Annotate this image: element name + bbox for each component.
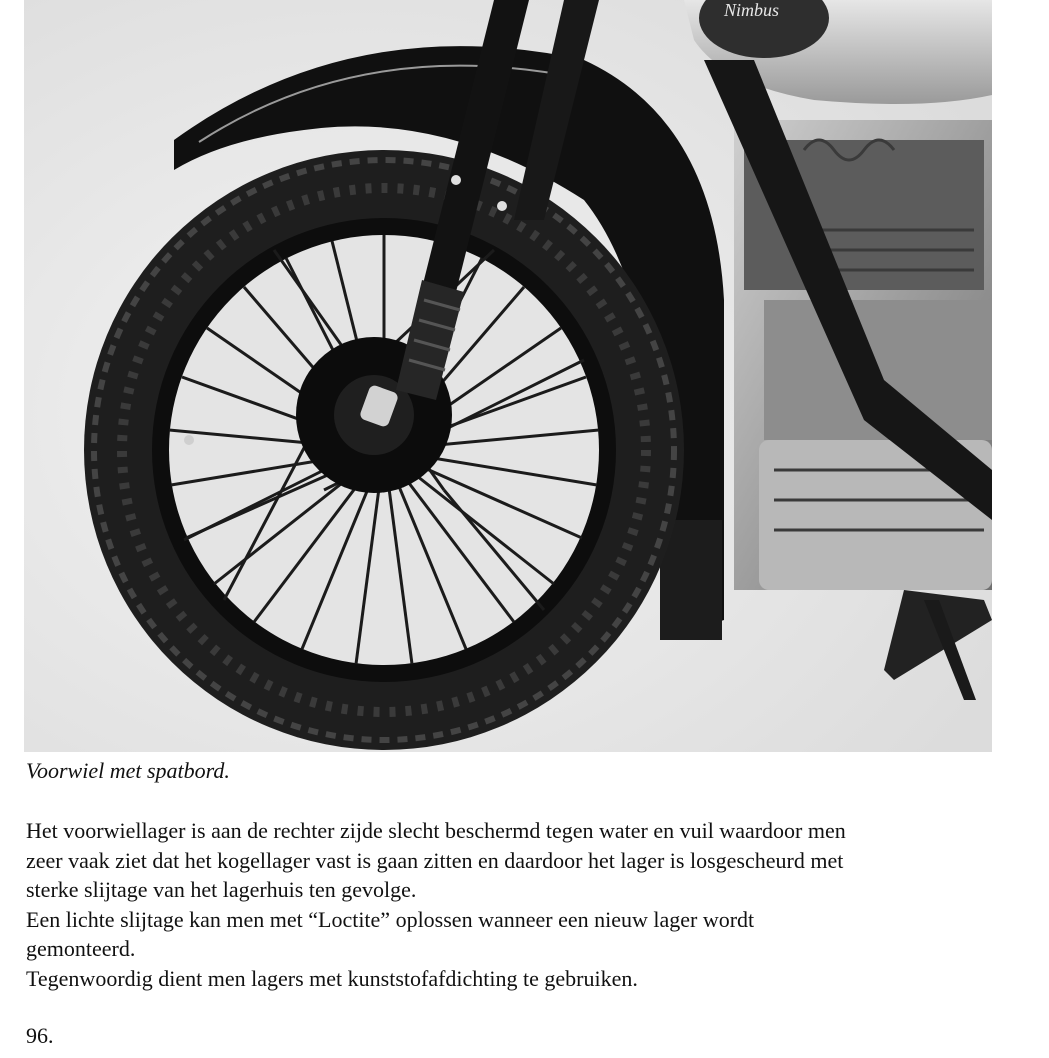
- body-paragraph: [26, 816, 1036, 994]
- paragraph-line: Een lichte slijtage kan men met “Loctite” oplossen wanneer een nieuw lager wordt: [26, 906, 755, 932]
- paragraph-line: gemonteerd.: [26, 936, 136, 962]
- paragraph-line: sterke slijtage van het lagerhuis ten gevolge.: [26, 877, 417, 903]
- page-number: 96.: [26, 1023, 54, 1048]
- photo-caption: Voorwiel met spatbord.: [26, 758, 230, 783]
- tire-valve: [184, 435, 194, 445]
- paragraph-line: Het voorwiellager is aan de rechter zijde slecht beschermd tegen water en vuil waardoor men: [26, 818, 846, 843]
- tank-lettering: Nimbus: [724, 0, 780, 20]
- paragraph-line: zeer vaak ziet dat het kogellager vast is gaan zitten en daardoor het lager is losgescheurd met: [26, 847, 844, 873]
- motorcycle-front-wheel-photo: [24, 0, 992, 752]
- paragraph-line: Tegenwoordig dient men lagers met kunststofafdichting te gebruiken.: [26, 965, 638, 991]
